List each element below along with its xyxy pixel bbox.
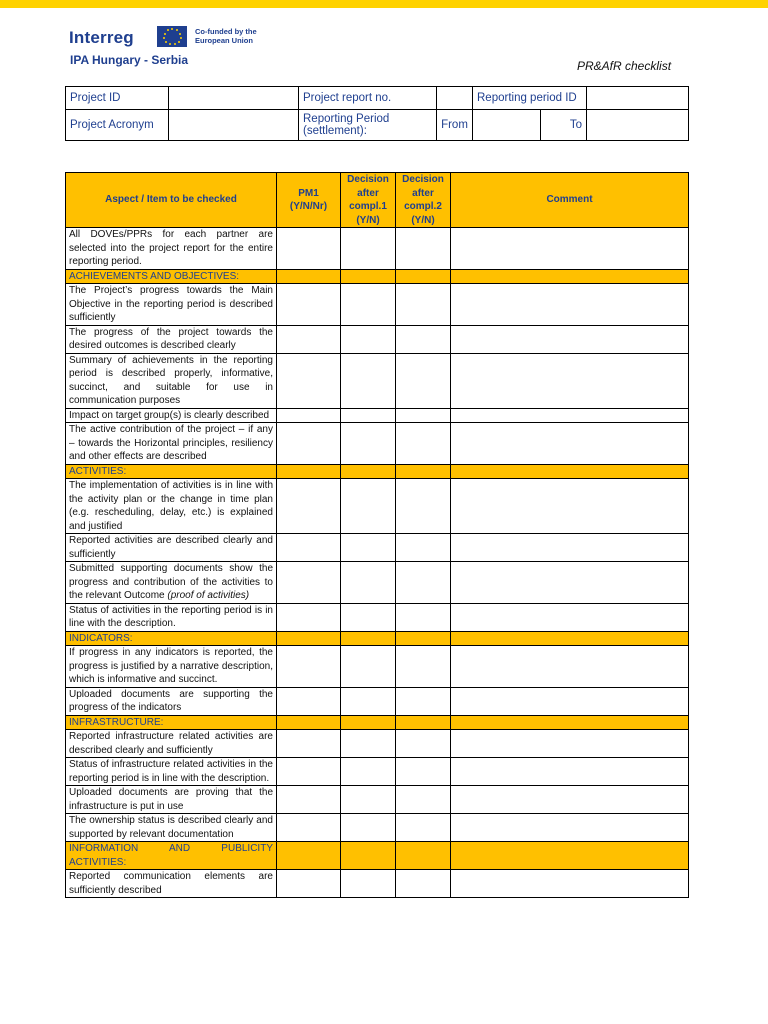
decision1-cell [341, 715, 396, 730]
project-acronym-label: Project Acronym [66, 110, 169, 141]
check-item-text: The Project’s progress towards the Main Objective in the reporting period is described sufficiently [66, 284, 277, 326]
check-item-text: Reported infrastructure related activities are described clearly and sufficiently [66, 730, 277, 758]
decision2-cell[interactable] [396, 325, 451, 353]
top-accent-bar [0, 0, 768, 8]
comment-cell [451, 269, 689, 284]
section-title: INFRASTRUCTURE: [66, 715, 277, 730]
pm1-cell[interactable] [277, 408, 341, 423]
pm1-cell[interactable] [277, 758, 341, 786]
pm1-cell[interactable] [277, 423, 341, 465]
project-report-no-field[interactable] [437, 87, 473, 110]
comment-cell[interactable] [451, 603, 689, 631]
decision1-cell [341, 464, 396, 479]
pm1-cell[interactable] [277, 730, 341, 758]
decision1-column-header: Decision after compl.1 (Y/N) [341, 173, 396, 228]
programme-logo [69, 24, 289, 70]
pm1-cell[interactable] [277, 870, 341, 898]
section-row [66, 464, 689, 479]
section-title: INDICATORS: [66, 631, 277, 646]
comment-cell[interactable] [451, 687, 689, 715]
project-id-field[interactable] [169, 87, 299, 110]
comment-cell [451, 631, 689, 646]
project-id-label: Project ID [66, 87, 169, 110]
check-item-text: Status of activities in the reporting period is in line with the description. [66, 603, 277, 631]
table-row [66, 228, 689, 270]
decision1-cell[interactable] [341, 423, 396, 465]
pm1-cell[interactable] [277, 603, 341, 631]
decision1-cell[interactable] [341, 408, 396, 423]
comment-cell[interactable] [451, 730, 689, 758]
decision1-cell [341, 269, 396, 284]
reporting-period-id-label: Reporting period ID [473, 87, 587, 110]
to-field[interactable] [587, 110, 689, 141]
table-row [66, 603, 689, 631]
section-title: ACHIEVEMENTS AND OBJECTIVES: [66, 269, 277, 284]
reporting-period-id-field[interactable] [587, 87, 689, 110]
project-info-table [65, 86, 689, 141]
logo-cofunded-text: Co-funded by the European Union [195, 27, 257, 45]
table-row [66, 479, 689, 534]
check-item-text: The implementation of activities is in line with the activity plan or the change in time plan (e.g. rescheduling, delay, etc.) is explained and justified [66, 479, 277, 534]
decision2-column-header: Decision after compl.2 (Y/N) [396, 173, 451, 228]
table-row [66, 423, 689, 465]
check-item-text: Impact on target group(s) is clearly described [66, 408, 277, 423]
table-row [66, 687, 689, 715]
pm1-cell[interactable] [277, 325, 341, 353]
comment-cell[interactable] [451, 870, 689, 898]
table-row [66, 408, 689, 423]
comment-cell[interactable] [451, 758, 689, 786]
from-field[interactable] [473, 110, 541, 141]
from-label: From [437, 110, 473, 141]
decision2-cell[interactable] [396, 353, 451, 408]
decision1-cell[interactable] [341, 284, 396, 326]
decision2-cell [396, 842, 451, 870]
section-row [66, 269, 689, 284]
decision1-cell[interactable] [341, 603, 396, 631]
check-item-text: The ownership status is described clearly and supported by relevant documentation [66, 814, 277, 842]
comment-cell [451, 842, 689, 870]
table-row [66, 534, 689, 562]
table-row [66, 646, 689, 688]
comment-cell[interactable] [451, 423, 689, 465]
decision1-cell[interactable] [341, 562, 396, 604]
pm1-cell[interactable] [277, 646, 341, 688]
pm1-cell[interactable] [277, 786, 341, 814]
decision2-cell[interactable] [396, 870, 451, 898]
comment-cell[interactable] [451, 562, 689, 604]
decision2-cell [396, 715, 451, 730]
decision1-cell[interactable] [341, 479, 396, 534]
pm1-cell[interactable] [277, 534, 341, 562]
pm1-cell [277, 464, 341, 479]
table-row [66, 758, 689, 786]
table-row [66, 870, 689, 898]
decision2-cell[interactable] [396, 786, 451, 814]
comment-cell[interactable] [451, 353, 689, 408]
project-report-no-label: Project report no. [299, 87, 437, 110]
decision1-cell[interactable] [341, 534, 396, 562]
aspect-column-header: Aspect / Item to be checked [66, 173, 277, 228]
decision1-cell [341, 842, 396, 870]
comment-cell [451, 715, 689, 730]
comment-cell [451, 464, 689, 479]
decision2-cell[interactable] [396, 562, 451, 604]
pm1-cell[interactable] [277, 814, 341, 842]
decision2-cell[interactable] [396, 646, 451, 688]
decision2-cell[interactable] [396, 687, 451, 715]
check-item-text: If progress in any indicators is reported, the progress is justified by a narrative description, which is informative and succinct. [66, 646, 277, 688]
table-row [66, 353, 689, 408]
pm1-cell [277, 269, 341, 284]
logo-programme-text: IPA Hungary - Serbia [70, 53, 189, 67]
decision1-cell[interactable] [341, 758, 396, 786]
pm1-cell[interactable] [277, 479, 341, 534]
pm1-cell[interactable] [277, 353, 341, 408]
eu-flag-icon [157, 26, 187, 47]
check-item-text: Uploaded documents are supporting the progress of the indicators [66, 687, 277, 715]
decision1-cell[interactable] [341, 786, 396, 814]
comment-cell[interactable] [451, 814, 689, 842]
comment-cell[interactable] [451, 325, 689, 353]
pm1-cell [277, 631, 341, 646]
decision1-cell[interactable] [341, 325, 396, 353]
decision1-cell[interactable] [341, 870, 396, 898]
decision2-cell[interactable] [396, 603, 451, 631]
check-item-text: All DOVEs/PPRs for each partner are selected into the project report for the entire reporting period. [66, 228, 277, 270]
decision1-cell[interactable] [341, 353, 396, 408]
reporting-period-settlement-label: Reporting Period (settlement): [299, 110, 437, 141]
decision1-cell[interactable] [341, 228, 396, 270]
comment-cell[interactable] [451, 408, 689, 423]
table-row [66, 284, 689, 326]
pm1-cell [277, 842, 341, 870]
decision2-cell[interactable] [396, 228, 451, 270]
pm1-cell[interactable] [277, 687, 341, 715]
section-row [66, 715, 689, 730]
section-row [66, 631, 689, 646]
decision2-cell[interactable] [396, 408, 451, 423]
decision1-cell[interactable] [341, 687, 396, 715]
table-row [66, 325, 689, 353]
comment-cell[interactable] [451, 284, 689, 326]
comment-cell[interactable] [451, 646, 689, 688]
section-title: INFORMATION AND PUBLICITY ACTIVITIES: [66, 842, 277, 870]
decision2-cell [396, 269, 451, 284]
check-item-text: Reported activities are described clearly and sufficiently [66, 534, 277, 562]
decision1-cell[interactable] [341, 646, 396, 688]
pm1-cell[interactable] [277, 562, 341, 604]
comment-cell[interactable] [451, 479, 689, 534]
comment-cell[interactable] [451, 534, 689, 562]
section-title: ACTIVITIES: [66, 464, 277, 479]
table-row [66, 730, 689, 758]
pm1-cell [277, 715, 341, 730]
check-item-text: Summary of achievements in the reporting period is described properly, informative, succinct, and suitable for use in communication purposes [66, 353, 277, 408]
pm1-cell[interactable] [277, 284, 341, 326]
comment-column-header: Comment [451, 173, 689, 228]
decision1-cell [341, 631, 396, 646]
check-item-text: The active contribution of the project – if any – towards the Horizontal principles, resiliency and other effects are described [66, 423, 277, 465]
check-item-text: Submitted supporting documents show the progress and contribution of the activities to the relevant Outcome (proof of activities) [66, 562, 277, 604]
decision2-cell[interactable] [396, 730, 451, 758]
comment-cell[interactable] [451, 228, 689, 270]
table-row [66, 562, 689, 604]
decision2-cell[interactable] [396, 758, 451, 786]
checklist-table [65, 172, 689, 898]
project-acronym-field[interactable] [169, 110, 299, 141]
decision1-cell[interactable] [341, 730, 396, 758]
check-item-text: Reported communication elements are sufficiently described [66, 870, 277, 898]
to-label: To [541, 110, 587, 141]
check-item-text: Uploaded documents are proving that the infrastructure is put in use [66, 786, 277, 814]
decision2-cell[interactable] [396, 479, 451, 534]
pm1-cell[interactable] [277, 228, 341, 270]
logo-interreg-text: Interreg [69, 28, 134, 47]
decision2-cell[interactable] [396, 814, 451, 842]
document-title: PR&AfR checklist [577, 59, 672, 73]
table-row [66, 814, 689, 842]
decision2-cell [396, 464, 451, 479]
section-row [66, 842, 689, 870]
pm1-column-header: PM1 (Y/N/Nr) [277, 173, 341, 228]
table-row [66, 786, 689, 814]
decision2-cell[interactable] [396, 284, 451, 326]
comment-cell[interactable] [451, 786, 689, 814]
check-item-text: The progress of the project towards the desired outcomes is described clearly [66, 325, 277, 353]
decision2-cell[interactable] [396, 423, 451, 465]
check-item-text: Status of infrastructure related activities in the reporting period is in line with the description. [66, 758, 277, 786]
decision2-cell [396, 631, 451, 646]
decision1-cell[interactable] [341, 814, 396, 842]
decision2-cell[interactable] [396, 534, 451, 562]
